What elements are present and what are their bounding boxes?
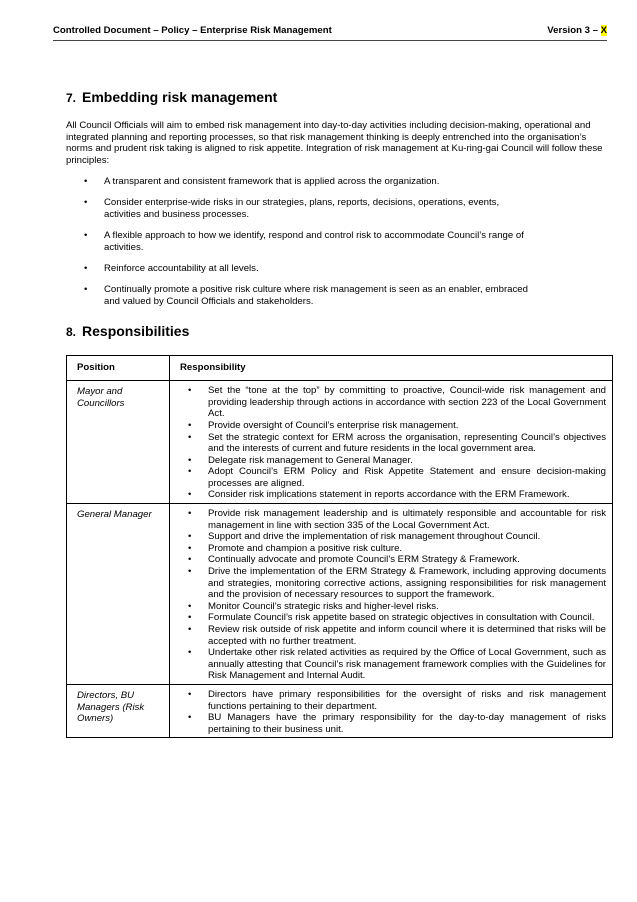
- document-body: [66, 88, 612, 738]
- principles-list: [66, 176, 612, 307]
- responsibility-item: • Drive the implementation of the ERM Strategy & Framework, including approving documents and strategies, monitoring corrective actions, assigning responsibilities for risk management and the provision of necessary resources to support the framework.: [170, 566, 606, 601]
- section-7-title: Embedding risk management: [82, 89, 278, 105]
- document-header: [53, 25, 607, 41]
- table-row: [67, 381, 613, 504]
- section-7-number: 7.: [66, 91, 77, 105]
- section-7-intro: All Council Officials will aim to embed risk management into day-to-day activities including decision-making, operational and integrated planning and reporting processes, so that risk management thinking is deeply entrenched into the organisation’s norms and prudent risk taking is aligned to risk appetite. Integration of risk management at Ku-ring-gai Council will follow these principles:: [66, 120, 603, 166]
- responsibility-item: • Set the strategic context for ERM across the organisation, representing Council’s objectives and the interests of current and future residents in the local government area.: [170, 432, 606, 455]
- section-8-number: 8.: [66, 325, 77, 340]
- responsibility-cell: [170, 504, 613, 685]
- header-title: Controlled Document – Policy – Enterprise Risk Management: [53, 25, 332, 36]
- position-cell: General Manager: [67, 504, 170, 685]
- principle-item: • Consider enterprise-wide risks in our strategies, plans, reports, decisions, operations, events, activities and business processes.: [66, 197, 534, 220]
- responsibility-item: • Set the “tone at the top” by committing to proactive, Council-wide risk management and providing leadership through actions in accordance with section 223 of the Local Government Act.: [170, 385, 606, 420]
- principle-item: • Continually promote a positive risk culture where risk management is seen as an enabler, embraced and valued by Council Officials and stakeholders.: [66, 284, 534, 307]
- responsibility-cell: [170, 684, 613, 737]
- version-label: Version 3 –: [547, 25, 601, 36]
- column-header-responsibility: Responsibility: [170, 356, 613, 381]
- responsibility-item: • Undertake other risk related activities as required by the Office of Local Government, such as annually attesting that Council’s risk management framework complies with the Guidelines for Risk Management and Internal Audit.: [170, 647, 606, 682]
- position-cell: Directors, BU Managers (Risk Owners): [67, 684, 170, 737]
- header-version: [547, 25, 607, 36]
- table-row: [67, 504, 613, 685]
- responsibility-item: • Review risk outside of risk appetite and inform council where it is determined that risks will be accepted with no further treatment.: [170, 624, 606, 647]
- responsibility-item: • Directors have primary responsibilities for the oversight of risks and risk management functions pertaining to their department.: [170, 689, 606, 712]
- responsibility-item: • Continually advocate and promote Council’s ERM Strategy & Framework.: [170, 554, 606, 566]
- version-highlight: X: [600, 25, 607, 36]
- principle-item: • A flexible approach to how we identify, respond and control risk to accommodate Council’s range of activities.: [66, 230, 534, 253]
- position-cell: Mayor and Councillors: [67, 381, 170, 504]
- responsibility-item: • Consider risk implications statement in reports accordance with the ERM Framework.: [170, 489, 606, 501]
- responsibility-item: • Adopt Council’s ERM Policy and Risk Appetite Statement and ensure decision-making processes are aligned.: [170, 466, 606, 489]
- responsibility-item: • Provide oversight of Council’s enterprise risk management.: [170, 420, 606, 432]
- responsibilities-table: [66, 355, 613, 738]
- table-row: [67, 684, 613, 737]
- principle-item: • Reinforce accountability at all levels.: [66, 263, 534, 275]
- section-8-heading: [66, 322, 612, 341]
- responsibility-item: • Monitor Council’s strategic risks and higher-level risks.: [170, 601, 606, 613]
- column-header-position: Position: [67, 356, 170, 381]
- responsibility-item: • Support and drive the implementation of risk management throughout Council.: [170, 531, 606, 543]
- responsibility-cell: [170, 381, 613, 504]
- principle-item: • A transparent and consistent framework that is applied across the organization.: [66, 176, 534, 188]
- responsibility-item: • BU Managers have the primary responsibility for the day-to-day management of risks pertaining to their business unit.: [170, 712, 606, 735]
- responsibility-item: • Delegate risk management to General Manager.: [170, 455, 606, 467]
- table-header-row: [67, 356, 613, 381]
- responsibility-item: • Promote and champion a positive risk culture.: [170, 543, 606, 555]
- section-7-heading: [66, 88, 612, 107]
- section-8-title: Responsibilities: [82, 323, 190, 340]
- responsibility-item: • Formulate Council’s risk appetite based on strategic objectives in consultation with Council.: [170, 612, 606, 624]
- responsibility-item: • Provide risk management leadership and is ultimately responsible and accountable for risk management in line with section 335 of the Local Government Act.: [170, 508, 606, 531]
